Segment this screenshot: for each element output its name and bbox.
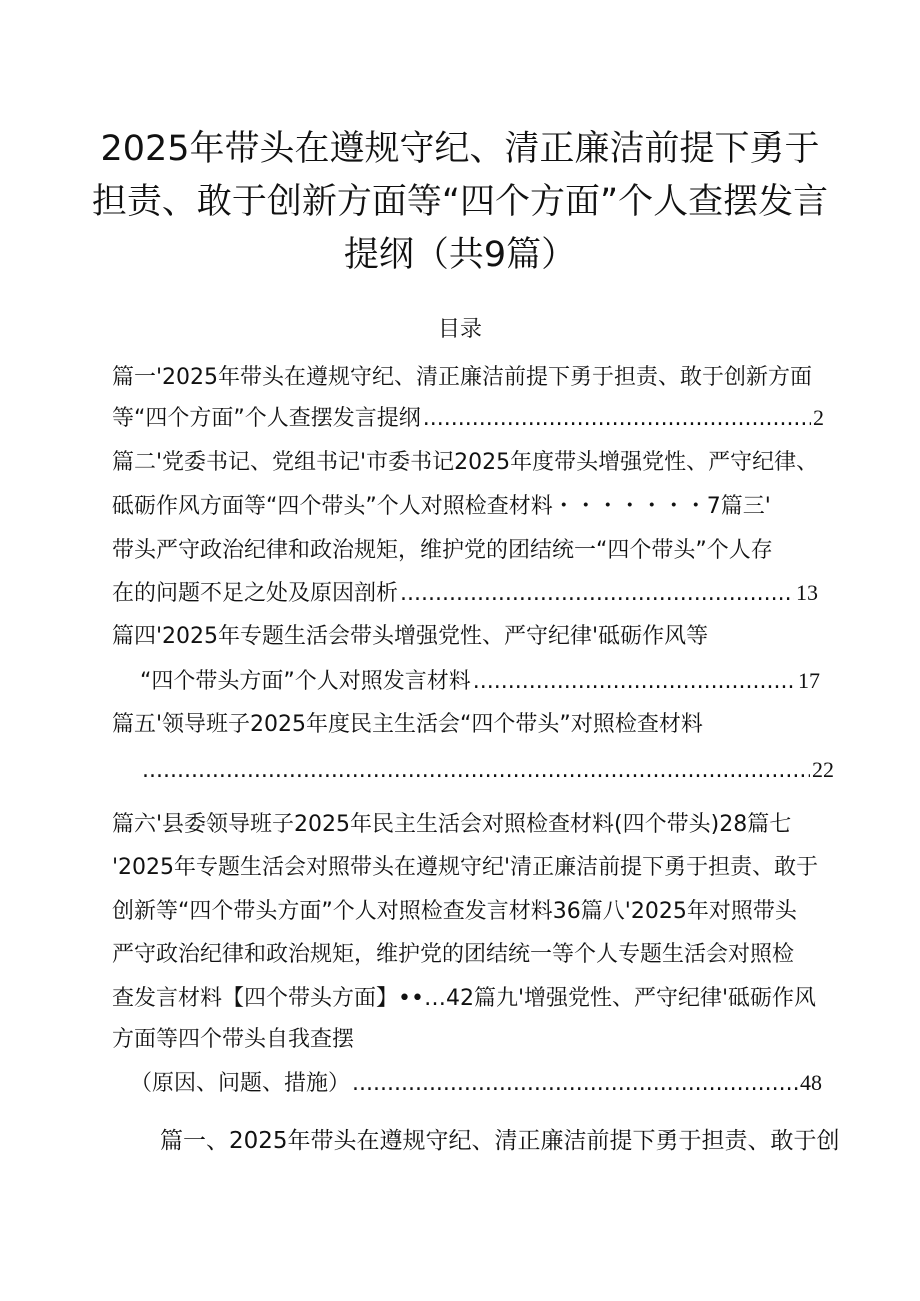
toc-entry-4[interactable] (140, 666, 820, 697)
toc-heading: 目录 (437, 317, 482, 342)
toc-line: 篇四'2025年专题生活会带头增强党性、严守纪律'砥砺作风等 (112, 624, 709, 649)
toc-page-number: 48 (800, 1070, 822, 1095)
document-title-line-3: 提纲（共9篇） (343, 235, 577, 275)
toc-line: 带头严守政治纪律和政治规矩，维护党的团结统一“四个带头”个人存 (112, 538, 773, 563)
toc-entry-5[interactable] (140, 755, 834, 786)
toc-page-number: 2 (813, 405, 824, 430)
toc-page-number: 22 (812, 757, 834, 782)
toc-line: '2025年专题生活会对照带头在遵规守纪'清正廉洁前提下勇于担责、敢于 (112, 855, 819, 880)
toc-entry-3[interactable] (112, 578, 818, 609)
dot-leader (142, 756, 810, 786)
dot-leader (352, 1069, 798, 1099)
toc-line: 方面等四个带头自我查摆 (112, 1027, 355, 1052)
toc-entry-text: “四个带头方面”个人对照发言材料 (140, 669, 471, 694)
dot-leader (473, 667, 796, 697)
dot-leader (423, 404, 811, 434)
toc-line: 严守政治纪律和政治规矩，维护党的团结统一等个人专题生活会对照检 (112, 942, 795, 967)
toc-entry-9[interactable] (130, 1068, 822, 1099)
toc-line: 篇一'2025年带头在遵规守纪、清正廉洁前提下勇于担责、敢于创新方面 (112, 365, 813, 390)
toc-line: 查发言材料【四个带头方面】••…42篇九'增强党性、严守纪律'砥砺作风 (112, 986, 817, 1011)
toc-page-number: 17 (798, 668, 820, 693)
body-section-heading: 篇一、2025年带头在遵规守纪、清正廉洁前提下勇于担责、敢于创 (160, 1128, 840, 1154)
toc-line: 篇六'县委领导班子2025年民主生活会对照检查材料(四个带头)28篇七 (112, 812, 792, 837)
dot-leader (400, 579, 794, 609)
toc-line: 创新等“四个带头方面”个人对照检查发言材料36篇八'2025年对照带头 (112, 899, 797, 924)
toc-page-number: 13 (796, 580, 818, 605)
toc-line: 篇五'领导班子2025年度民主生活会“四个带头”对照检查材料 (112, 712, 703, 737)
toc-entry-text: 在的问题不足之处及原因剖析 (112, 581, 399, 606)
toc-line: 篇二'党委书记、党组书记'市委书记2025年度带头增强党性、严守纪律、 (112, 450, 819, 475)
toc-line: 砥砺作风方面等“四个带头”个人对照检查材料・・・・・・・7篇三' (112, 494, 771, 519)
toc-entry-text: （原因、问题、措施） (130, 1071, 351, 1096)
document-title-line-2: 担责、敢于创新方面等“四个方面”个人查摆发言 (91, 182, 829, 222)
toc-entry-1[interactable] (112, 403, 824, 434)
toc-entry-text: 等“四个方面”个人查摆发言提纲 (112, 406, 421, 431)
document-title-line-1: 2025年带头在遵规守纪、清正廉洁前提下勇于 (100, 129, 820, 169)
